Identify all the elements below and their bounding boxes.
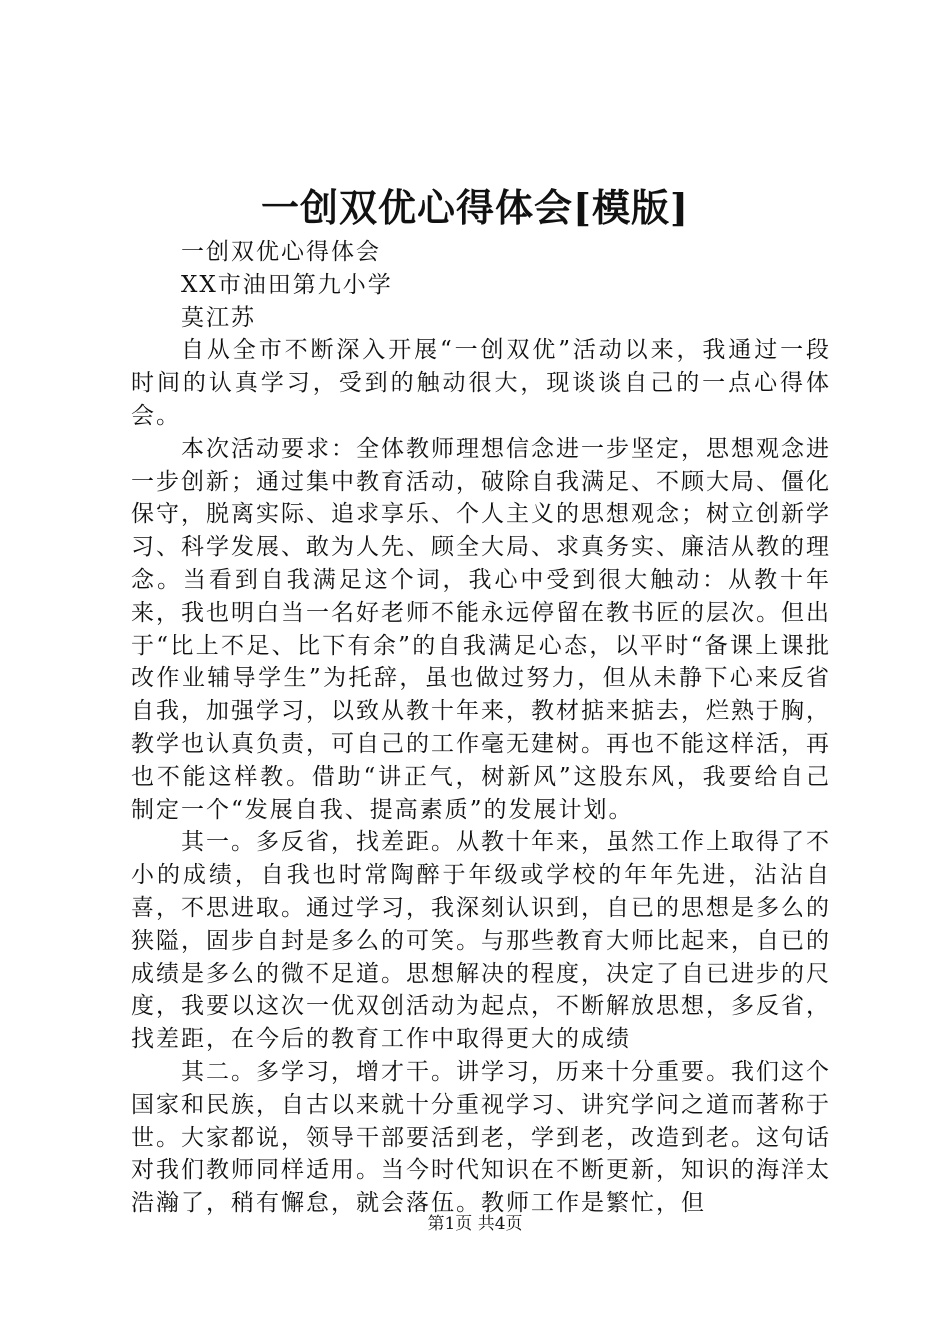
page-number-footer: 第1页 共4页 (427, 1214, 523, 1234)
heading-line-author: 莫江苏 (181, 304, 256, 331)
paragraph: 其一。多反省，找差距。从教十年来，虽然工作上取得了不小的成绩，自我也时常陶醉于年级或学校的年年先进，沾沾自喜，不思进取。通过学习，我深刻认识到，自已的思想是多么的狭隘，固步自封是多么的可笑。与那些教育大师比起来，自已的成绩是多么的微不足道。思想解决的程度，决定了自已进步的尺度，我要以这次一优双创活动为起点，不断解放思想，多反省，找差距，在今后的教育工作中取得更大的成绩 (131, 829, 831, 1053)
heading-line-school: XX市油田第九小学 (181, 271, 393, 298)
document-title: 一创双优心得体会[模版] (261, 185, 689, 230)
paragraph: 自从全市不断深入开展“一创双优”活动以来，我通过一段时间的认真学习，受到的触动很大，现谈谈自己的一点心得体会。 (131, 337, 831, 429)
paragraph: 其二。多学习，增才干。讲学习，历来十分重要。我们这个国家和民族，自古以来就十分重视学习、讲究学问之道而著称于世。大家都说，领导干部要活到老，学到老，改造到老。这句话对我们教师同样适用。当今时代知识在不断更新，知识的海洋太浩瀚了，稍有懈怠，就会落伍。教师工作是繁忙，但 (131, 1058, 831, 1217)
document-body (131, 236, 831, 1220)
paragraph: 本次活动要求：全体教师理想信念进一步坚定，思想观念进一步创新；通过集中教育活动，破除自我满足、不顾大局、僵化保守，脱离实际、追求享乐、个人主义的思想观念；树立创新学习、科学发展、敢为人先、顾全大局、求真务实、廉洁从教的理念。当看到自我满足这个词，我心中受到很大触动：从教十年来，我也明白当一名好老师不能永远停留在教书匠的层次。但出于“比上不足、比下有余”的自我满足心态，以平时“备课上课批改作业辅导学生”为托辞，虽也做过努力，但从未静下心来反省自我，加强学习，以致从教十年来，教材掂来掂去，烂熟于胸，教学也认真负责，可自己的工作毫无建树。再也不能这样活，再也不能这样教。借助“讲正气，树新风”这股东风，我要给自己制定一个“发展自我、提高素质”的发展计划。 (131, 435, 831, 823)
heading-line-title: 一创双优心得体会 (181, 239, 381, 265)
